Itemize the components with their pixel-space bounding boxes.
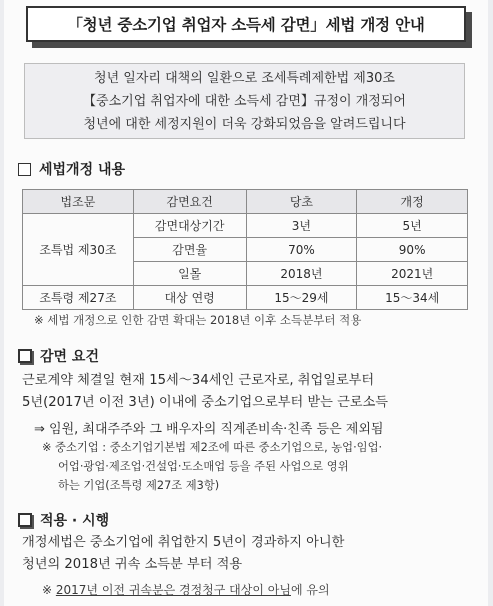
checkbox-square-icon xyxy=(18,163,31,176)
application-line-1: 개정세법은 중소기업에 취업한지 5년이 경과하지 아니한 xyxy=(22,535,345,550)
checkbox-square-icon xyxy=(18,513,32,527)
table-row xyxy=(23,214,468,238)
sme-note-line-3: 하는 기업(조특령 제27조 제3항) xyxy=(58,479,220,492)
application-line-2: 청년의 2018년 귀속 소득분 부터 적용 xyxy=(22,557,243,572)
document-title: 「청년 중소기업 취업자 소득세 감면」세법 개정 안내 xyxy=(67,16,425,34)
sme-note-line-2: 어업·광업·제조업·건설업·도소매업 등을 주된 사업으로 영위 xyxy=(58,460,349,473)
sme-note-line-1: ※ 중소기업 : 중소기업기본법 제2조에 따른 중소기업으로, 농업·임업· xyxy=(42,441,383,454)
table-cell: 2018년 xyxy=(246,262,357,286)
table-cell: 감면율 xyxy=(133,238,246,262)
revision-note: ※ 세법 개정으로 인한 감면 확대는 2018년 이후 소득분부터 적용 xyxy=(34,313,362,327)
notice-line-3: 청년에 대한 세정지원이 더욱 강화되었음을 알려드립니다 xyxy=(83,117,406,132)
table-cell: 대상 연령 xyxy=(133,286,246,310)
underlined-note-text: 2017년 이전 귀속분은 경정청구 대상이 아님 xyxy=(55,583,291,597)
table-cell: 70% xyxy=(246,238,357,262)
title-banner xyxy=(26,6,472,48)
title-box xyxy=(26,6,466,42)
section-heading-application: 적용 · 시행 xyxy=(18,510,109,530)
requirements-line-1: 근로계약 체결일 현재 15세～34세인 근로자로, 취업일로부터 xyxy=(22,373,375,388)
table-header-cell: 당초 xyxy=(246,190,357,214)
table-cell-law: 조특령 제27조 xyxy=(23,286,134,310)
table-cell-law: 조특법 제30조 xyxy=(23,214,134,286)
table-cell: 일몰 xyxy=(133,262,246,286)
notice-line-1: 청년 일자리 대책의 일환으로 조세특례제한법 제30조 xyxy=(94,71,395,86)
revision-table xyxy=(22,189,468,310)
table-cell: 15～34세 xyxy=(357,286,468,310)
exclusion-line: ⇒ 임원, 최대주주와 그 배우자의 직계존비속·친족 등은 제외됨 xyxy=(34,422,384,437)
section-heading-revision: 세법개정 내용 xyxy=(18,159,125,179)
table-cell: 감면대상기간 xyxy=(133,214,246,238)
notice-line-2: 【중소기업 취업자에 대한 소득세 감면】규정이 개정되어 xyxy=(83,94,406,109)
section-heading-requirements: 감면 요건 xyxy=(18,346,99,366)
table-header-cell: 법조문 xyxy=(23,190,134,214)
notice-box xyxy=(24,63,465,139)
table-cell: 3년 xyxy=(246,214,357,238)
table-header-cell: 개정 xyxy=(357,190,468,214)
table-header-cell: 감면요건 xyxy=(133,190,246,214)
table-cell: 15～29세 xyxy=(246,286,357,310)
table-cell: 2021년 xyxy=(357,262,468,286)
application-note: ※ 2017년 이전 귀속분은 경정청구 대상이 아님에 유의 xyxy=(42,583,330,597)
table-header-row xyxy=(23,190,468,214)
checkbox-square-icon xyxy=(18,349,32,363)
document-page xyxy=(4,0,488,606)
table-cell: 5년 xyxy=(357,214,468,238)
table-cell: 90% xyxy=(357,238,468,262)
requirements-line-2: 5년(2017년 이전 3년) 이내에 중소기업으로부터 받는 근로소득 xyxy=(22,395,389,410)
table-row xyxy=(23,286,468,310)
